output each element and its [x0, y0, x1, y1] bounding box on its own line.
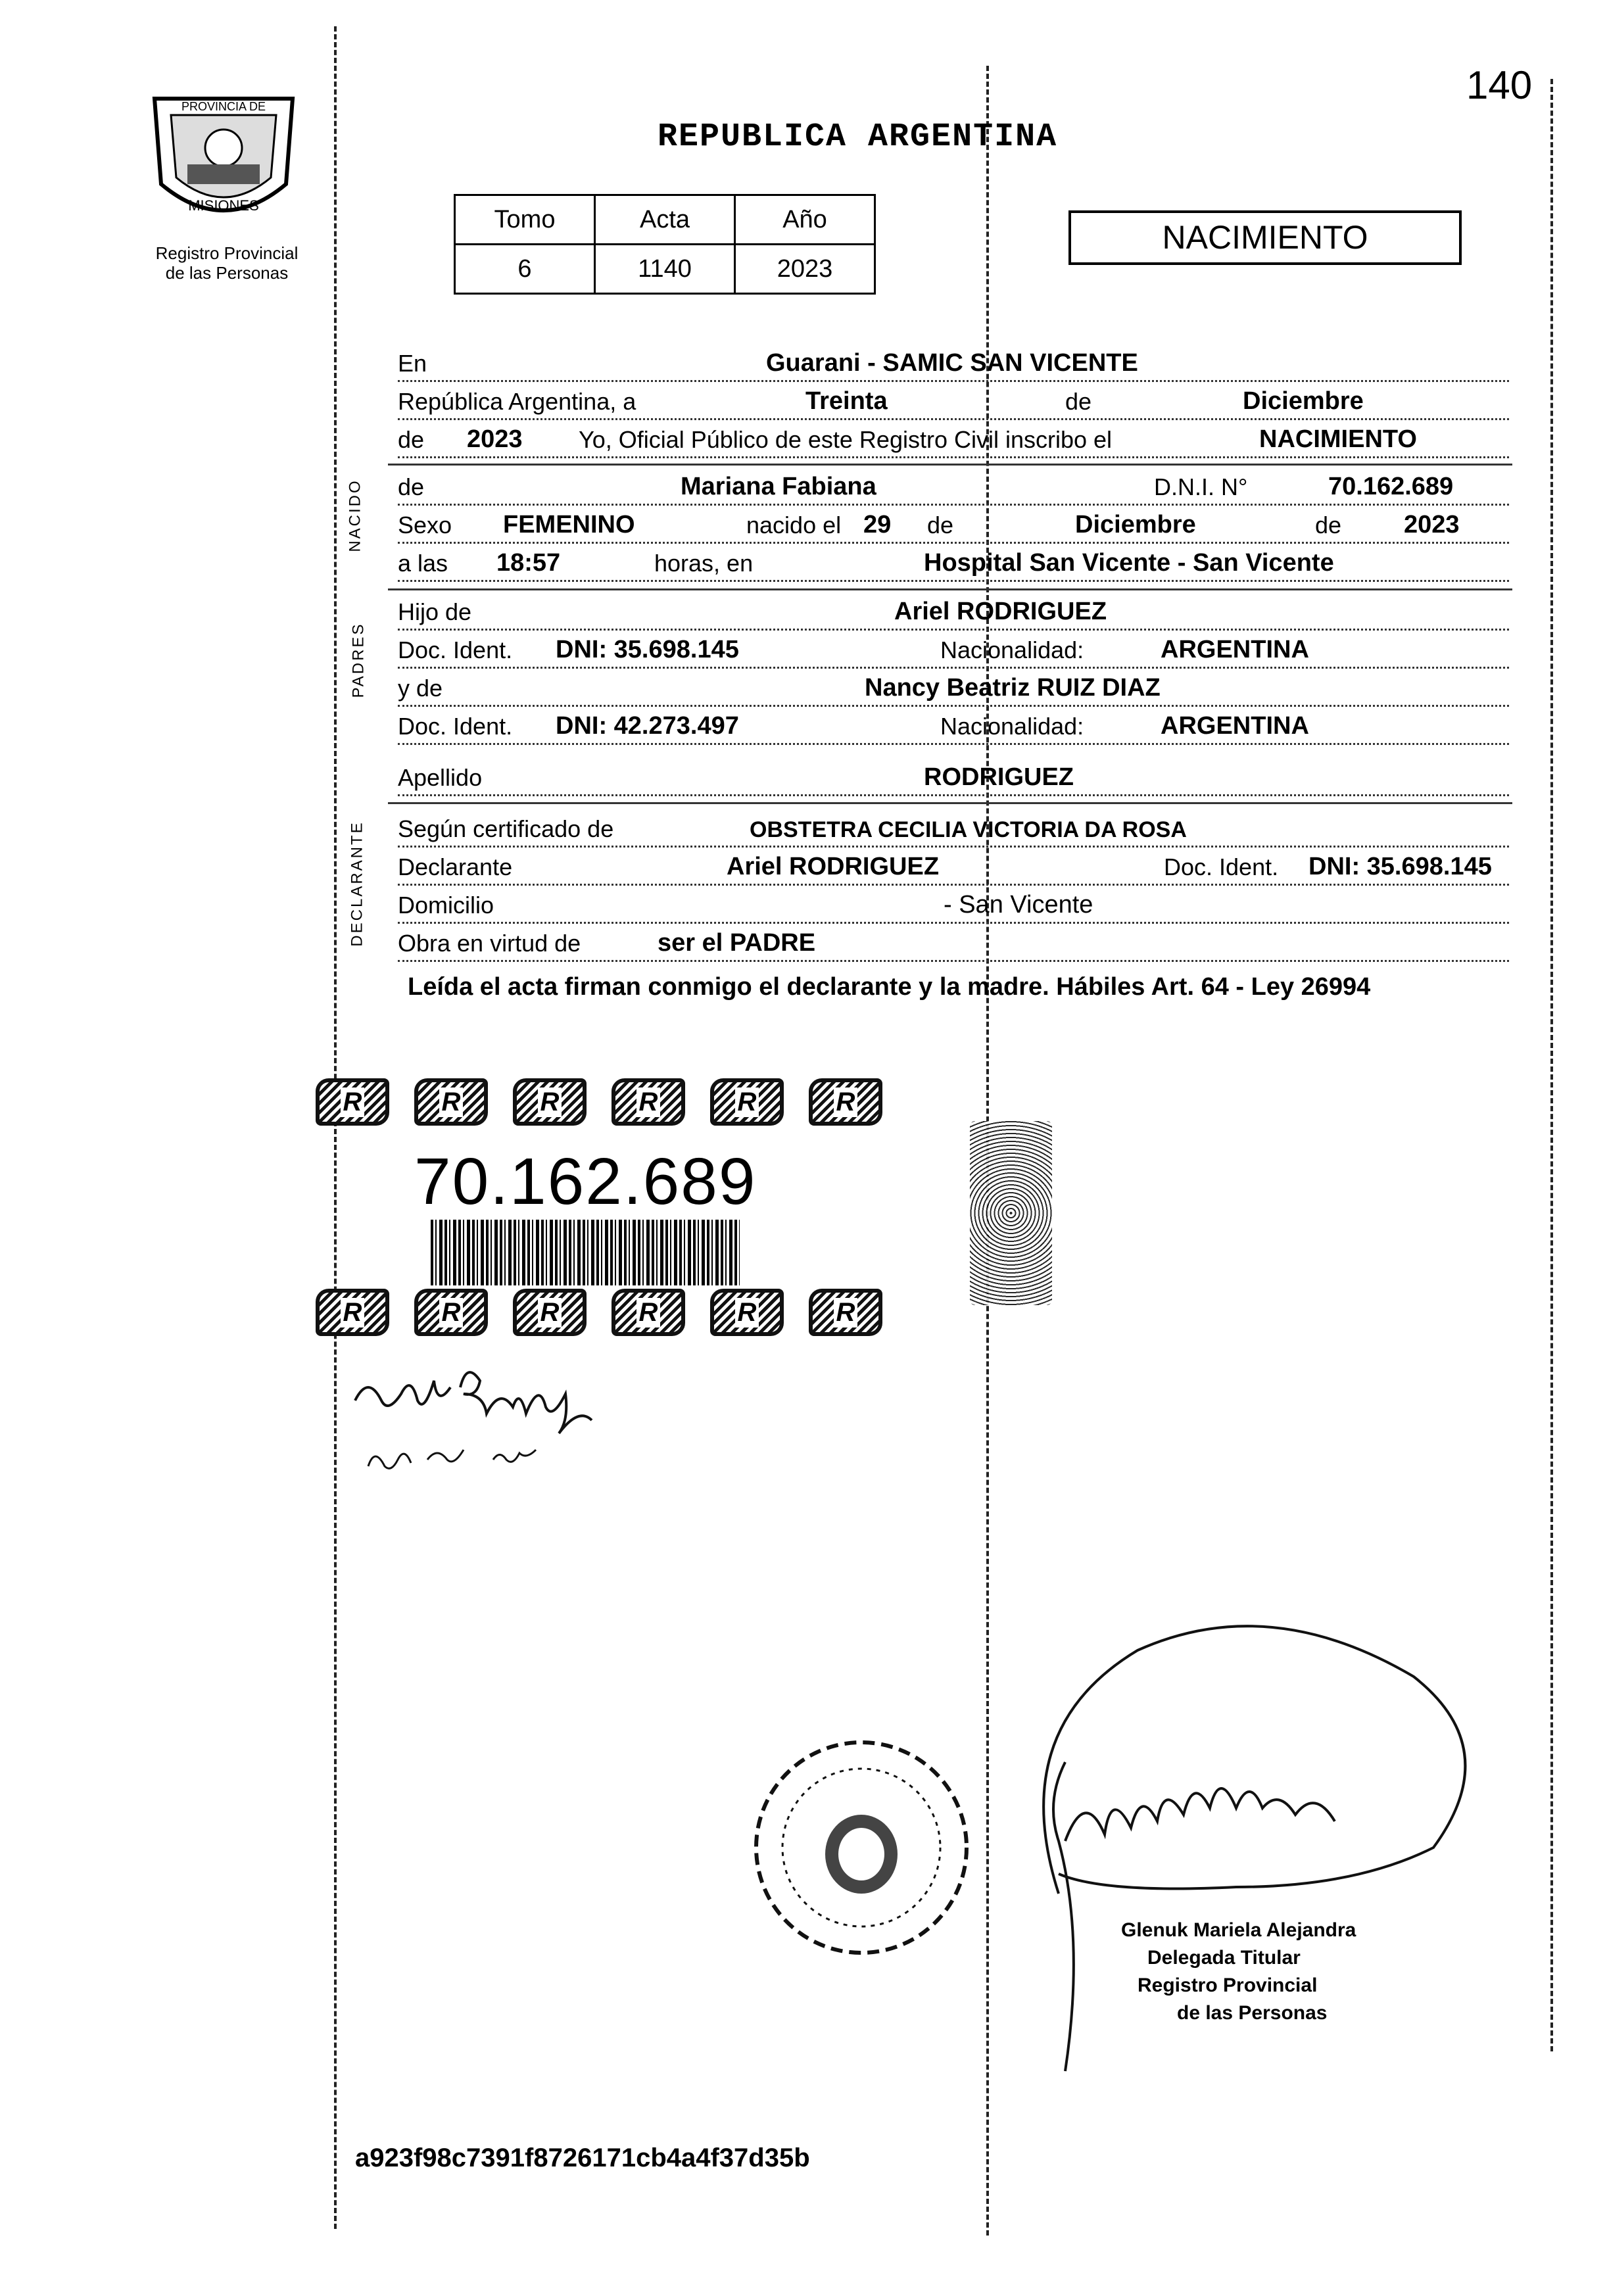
declarante-doc-value: DNI: 35.698.145: [1308, 853, 1492, 880]
line-year: [398, 418, 1509, 458]
separator: [388, 802, 1512, 804]
tomo-label: Tomo: [455, 195, 595, 245]
en-label: En: [398, 350, 427, 377]
logo-caption: [118, 243, 335, 283]
de-label: de: [1065, 388, 1092, 415]
place-value: Guarani - SAMIC SAN VICENTE: [766, 349, 1138, 377]
r-mark: R: [809, 1289, 882, 1336]
certificado-label: Según certificado de: [398, 815, 614, 842]
birth-place-value: Hospital San Vicente - San Vicente: [924, 549, 1334, 577]
father-nat-label: Nacionalidad:: [940, 636, 1084, 663]
dni-label: D.N.I. N°: [1154, 473, 1248, 500]
birth-day-value: 29: [863, 511, 892, 538]
dni-barcode-sticker: [316, 1078, 894, 1328]
declarante-label: Declarante: [398, 853, 513, 880]
barcode-bars: [431, 1220, 740, 1285]
day-words-value: Treinta: [805, 387, 888, 415]
r-mark: R: [316, 1289, 389, 1336]
mother-value: Nancy Beatriz RUIZ DIAZ: [865, 674, 1161, 702]
mother-nat-value: ARGENTINA: [1161, 712, 1309, 740]
r-mark: R: [513, 1289, 587, 1336]
official-office-line1: Registro Provincial: [1138, 1974, 1318, 1996]
apellido-label: Apellido: [398, 764, 483, 791]
form-type-box: NACIMIENTO: [1068, 210, 1462, 265]
logo-caption-line1: Registro Provincial: [155, 243, 299, 263]
line-certificado: [398, 807, 1509, 848]
line-en: [398, 342, 1509, 382]
hijo-de-label: Hijo de: [398, 598, 472, 625]
event-value: NACIMIENTO: [1259, 425, 1417, 453]
line-father: [398, 590, 1509, 631]
sexo-label: Sexo: [398, 512, 452, 538]
line-mother-doc: [398, 705, 1509, 745]
father-nat-value: ARGENTINA: [1161, 636, 1309, 663]
month-value: Diciembre: [1243, 387, 1364, 415]
obra-value: ser el PADRE: [658, 929, 816, 957]
r-mark: R: [513, 1078, 587, 1126]
logo-caption-line2: de las Personas: [165, 263, 289, 283]
line-domicilio: [398, 884, 1509, 924]
father-doc-value: DNI: 35.698.145: [556, 636, 739, 663]
r-pattern-top: [316, 1078, 894, 1124]
r-mark: R: [809, 1078, 882, 1126]
page-number: 140: [1466, 63, 1533, 107]
anio-value: 2023: [735, 245, 875, 294]
barcode-number: 70.162.689: [414, 1145, 757, 1218]
official-seal: [736, 1723, 986, 1973]
svg-text:MISIONES: MISIONES: [188, 197, 259, 214]
de-label-2: de: [927, 512, 954, 538]
r-mark: R: [710, 1078, 784, 1126]
nacido-el-label: nacido el: [746, 512, 842, 538]
security-hologram: [970, 1121, 1052, 1305]
mother-nat-label: Nacionalidad:: [940, 713, 1084, 740]
obra-label: Obra en virtud de: [398, 930, 581, 957]
nacido-de-label: de: [398, 473, 425, 500]
line-declarante: [398, 846, 1509, 886]
line-sexo: [398, 504, 1509, 544]
apellido-value: RODRIGUEZ: [924, 763, 1074, 791]
baby-name-value: Mariana Fabiana: [681, 473, 876, 500]
a-las-label: a las: [398, 550, 448, 577]
declarante-doc-label: Doc. Ident.: [1164, 853, 1279, 880]
r-pattern-bottom: [316, 1289, 894, 1335]
y-de-label: y de: [398, 675, 443, 702]
line-republica: [398, 380, 1509, 420]
line-nacido-name: [398, 466, 1509, 506]
mother-doc-value: DNI: 42.273.497: [556, 712, 739, 740]
official-stamp-text: [1121, 1917, 1356, 2027]
section-nacido-label: NACIDO: [346, 479, 364, 552]
official-role: Delegada Titular: [1147, 1947, 1301, 1969]
tomo-value: 6: [455, 245, 595, 294]
document-title: REPUBLICA ARGENTINA: [658, 118, 1058, 156]
birth-time-value: 18:57: [496, 549, 561, 577]
r-mark: R: [710, 1289, 784, 1336]
sexo-value: FEMENINO: [503, 511, 635, 538]
declarant-signature: [342, 1348, 684, 1506]
de-year-label: de: [398, 426, 425, 453]
domicilio-label: Domicilio: [398, 892, 494, 919]
line-father-doc: [398, 629, 1509, 669]
domicilio-value: - San Vicente: [944, 891, 1093, 919]
year-value: 2023: [467, 425, 523, 453]
section-padres-label: PADRES: [349, 622, 368, 698]
official-name: Glenuk Mariela Alejandra: [1121, 1919, 1356, 1941]
r-mark: R: [414, 1289, 488, 1336]
section-declarante-label: DECLARANTE: [348, 821, 366, 947]
baby-dni-value: 70.162.689: [1328, 473, 1454, 500]
republica-label: República Argentina, a: [398, 388, 636, 415]
father-doc-label: Doc. Ident.: [398, 636, 513, 663]
line-mother: [398, 667, 1509, 707]
inscribo-text: Yo, Oficial Público de este Registro Civil inscribo el: [579, 426, 1113, 453]
r-mark: R: [414, 1078, 488, 1126]
province-logo: [141, 85, 306, 237]
birth-year-value: 2023: [1404, 511, 1460, 538]
r-mark: R: [316, 1078, 389, 1126]
father-value: Ariel RODRIGUEZ: [894, 598, 1107, 625]
birth-month-value: Diciembre: [1075, 511, 1196, 538]
certificado-value: OBSTETRA CECILIA VICTORIA DA ROSA: [750, 817, 1187, 842]
line-hora: [398, 542, 1509, 582]
line-obra: [398, 922, 1509, 962]
de-label-3: de: [1315, 512, 1342, 538]
declarante-value: Ariel RODRIGUEZ: [727, 853, 940, 880]
horas-label: horas, en: [654, 550, 754, 577]
mother-doc-label: Doc. Ident.: [398, 713, 513, 740]
right-margin-line: [1550, 79, 1553, 2051]
svg-text:PROVINCIA DE: PROVINCIA DE: [181, 100, 266, 113]
official-office-line2: de las Personas: [1177, 2002, 1328, 2024]
record-table: [454, 194, 876, 295]
acta-label: Acta: [595, 195, 735, 245]
document-hash: a923f98c7391f8726171cb4a4f37d35b: [355, 2143, 810, 2172]
closing-statement: Leída el acta firman conmigo el declarante y la madre. Hábiles Art. 64 - Ley 26994: [408, 973, 1371, 1001]
acta-value: 1140: [595, 245, 735, 294]
r-mark: R: [612, 1078, 685, 1126]
anio-label: Año: [735, 195, 875, 245]
r-mark: R: [612, 1289, 685, 1336]
line-apellido: [398, 756, 1509, 796]
